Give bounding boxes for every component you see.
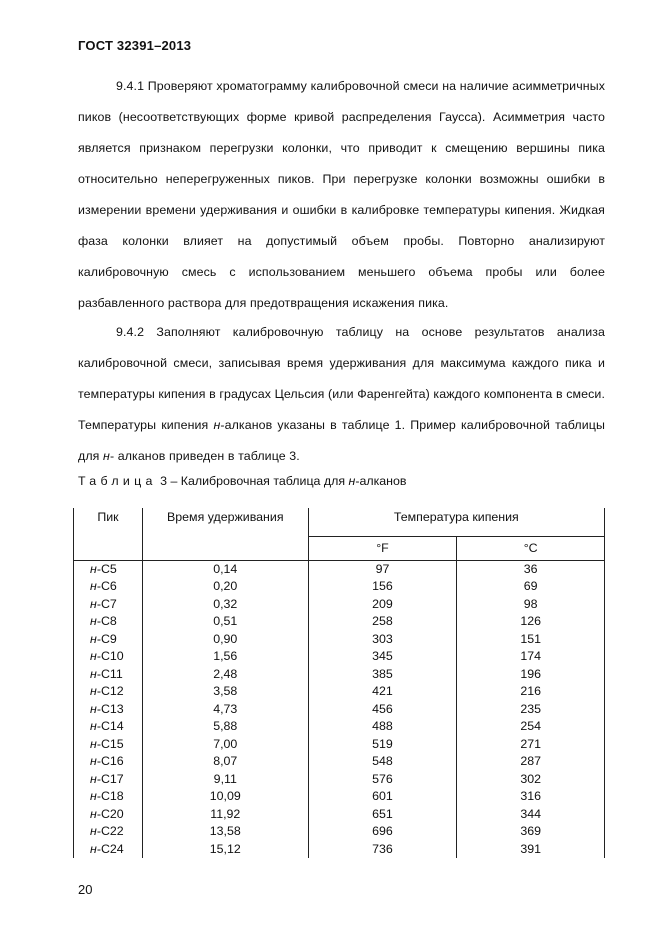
italic-n: н xyxy=(213,418,221,432)
cell-retention-time: 0,51 xyxy=(142,613,308,631)
cell-boiling-c: 254 xyxy=(457,718,605,736)
cell-retention-time: 0,32 xyxy=(142,596,308,614)
cell-boiling-f: 519 xyxy=(308,736,457,754)
cell-boiling-f: 345 xyxy=(308,648,457,666)
cell-boiling-c: 174 xyxy=(457,648,605,666)
document-header: ГОСТ 32391–2013 xyxy=(78,38,192,53)
cell-peak xyxy=(74,613,143,631)
cell-retention-time: 15,12 xyxy=(142,841,308,859)
cell-peak xyxy=(74,736,143,754)
italic-n: н xyxy=(90,701,97,716)
cell-peak xyxy=(74,701,143,719)
table-row xyxy=(74,736,605,754)
cell-boiling-c: 271 xyxy=(457,736,605,754)
italic-n: н xyxy=(90,806,97,821)
table-caption-text: 3 – Калибровочная таблица для xyxy=(156,474,349,488)
peak-label: -C12 xyxy=(96,684,124,698)
cell-peak xyxy=(74,578,143,596)
cell-boiling-c: 302 xyxy=(457,771,605,789)
cell-boiling-c: 369 xyxy=(457,823,605,841)
cell-peak xyxy=(74,596,143,614)
peak-label: -C22 xyxy=(96,824,124,838)
cell-retention-time: 11,92 xyxy=(142,806,308,824)
cell-retention-time: 0,14 xyxy=(142,560,308,578)
cell-boiling-f: 696 xyxy=(308,823,457,841)
peak-label: -C8 xyxy=(96,614,117,628)
italic-n: н xyxy=(90,684,97,698)
italic-n: н xyxy=(90,754,97,768)
italic-n: н xyxy=(90,631,97,646)
cell-boiling-f: 488 xyxy=(308,718,457,736)
cell-retention-time: 13,58 xyxy=(142,823,308,841)
column-header-celsius: °C xyxy=(457,536,605,560)
peak-label: -C10 xyxy=(96,649,124,663)
cell-retention-time: 4,73 xyxy=(142,701,308,719)
table-row xyxy=(74,701,605,719)
cell-retention-time: 1,56 xyxy=(142,648,308,666)
cell-boiling-f: 601 xyxy=(308,788,457,806)
table-row xyxy=(74,806,605,824)
cell-peak xyxy=(74,753,143,771)
italic-n: н xyxy=(90,824,97,838)
italic-n: н xyxy=(90,614,97,628)
peak-label: -C13 xyxy=(96,701,124,716)
cell-retention-time: 9,11 xyxy=(142,771,308,789)
paragraph-9-4-2 xyxy=(78,317,605,472)
table-row xyxy=(74,666,605,684)
table-row xyxy=(74,578,605,596)
cell-peak xyxy=(74,823,143,841)
cell-boiling-c: 235 xyxy=(457,701,605,719)
column-header-peak: Пик xyxy=(74,508,143,560)
italic-n: н xyxy=(90,736,97,751)
cell-boiling-f: 548 xyxy=(308,753,457,771)
cell-boiling-c: 287 xyxy=(457,753,605,771)
peak-label: -C17 xyxy=(96,771,124,786)
cell-boiling-c: 36 xyxy=(457,560,605,578)
cell-boiling-f: 576 xyxy=(308,771,457,789)
column-header-fahrenheit: °F xyxy=(308,536,457,560)
cell-peak xyxy=(74,631,143,649)
peak-label: -C9 xyxy=(96,631,117,646)
italic-n: н xyxy=(348,474,356,488)
table-caption xyxy=(78,474,406,488)
table-row xyxy=(74,596,605,614)
italic-n: н xyxy=(90,649,97,663)
cell-retention-time: 3,58 xyxy=(142,683,308,701)
peak-label: -C14 xyxy=(96,719,124,733)
cell-boiling-c: 69 xyxy=(457,578,605,596)
paragraph-text: - алканов приведен в таблице 3. xyxy=(109,449,300,463)
peak-label: -C18 xyxy=(96,789,124,803)
table-caption-label: Таблица xyxy=(78,474,157,488)
table-row xyxy=(74,613,605,631)
peak-label: -C24 xyxy=(96,841,124,856)
table-caption-text: -алканов xyxy=(355,474,407,488)
italic-n: н xyxy=(90,561,97,576)
italic-n: н xyxy=(90,719,97,733)
paragraph-9-4-1: 9.4.1 Проверяют хроматограмму калибровочной смеси на наличие асимметричных пиков (несоответствующих форме кривой распределения Гаусса). Асимметрия часто является признаком перегрузки колонки, что приводит к смещению вершины пика относительно неперегруженных пиков. При перегрузке колонки возможны ошибки в измерении времени удерживания и ошибки в калибровке температуры кипения. Жидкая фаза колонки влияет на допустимый объем пробы. Повторно анализируют калибровочную смесь с использованием меньшего объема пробы или более разбавленного раствора для предотвращения искажения пика. xyxy=(78,79,605,310)
cell-retention-time: 7,00 xyxy=(142,736,308,754)
italic-n: н xyxy=(90,666,97,681)
cell-boiling-f: 736 xyxy=(308,841,457,859)
italic-n: н xyxy=(90,771,97,786)
cell-boiling-c: 126 xyxy=(457,613,605,631)
paragraph-text: -алканов указаны в таблице 1. Пример калибровочной таблицы для xyxy=(78,418,605,463)
cell-boiling-c: 151 xyxy=(457,631,605,649)
peak-label: -C15 xyxy=(96,736,124,751)
paragraph-text: 9.4.2 Заполняют калибровочную таблицу на основе результатов анализа калибровочной смеси, записывая время удерживания для максимума каждого пика и температуры кипения в градусах Цельсия (или Фаренгейта) каждого компонента в смеси. Температуры кипения xyxy=(78,325,605,432)
peak-label: -C11 xyxy=(96,666,123,681)
calibration-table xyxy=(73,508,605,858)
cell-peak xyxy=(74,806,143,824)
cell-boiling-c: 196 xyxy=(457,666,605,684)
cell-boiling-c: 98 xyxy=(457,596,605,614)
peak-label: -C16 xyxy=(96,754,124,768)
table-row xyxy=(74,560,605,578)
cell-boiling-f: 303 xyxy=(308,631,457,649)
cell-boiling-c: 216 xyxy=(457,683,605,701)
cell-peak xyxy=(74,771,143,789)
italic-n: н xyxy=(103,449,110,463)
cell-retention-time: 10,09 xyxy=(142,788,308,806)
table-row xyxy=(74,771,605,789)
cell-retention-time: 8,07 xyxy=(142,753,308,771)
table-row xyxy=(74,648,605,666)
cell-retention-time: 0,20 xyxy=(142,578,308,596)
table-row xyxy=(74,823,605,841)
cell-peak xyxy=(74,560,143,578)
cell-boiling-f: 456 xyxy=(308,701,457,719)
peak-label: -C7 xyxy=(96,596,117,611)
cell-peak xyxy=(74,666,143,684)
table-body xyxy=(74,560,605,858)
page-number: 20 xyxy=(78,882,93,897)
cell-boiling-f: 421 xyxy=(308,683,457,701)
column-header-retention-time: Время удерживания xyxy=(142,508,308,560)
cell-peak xyxy=(74,718,143,736)
cell-boiling-c: 316 xyxy=(457,788,605,806)
cell-peak xyxy=(74,683,143,701)
italic-n: н xyxy=(90,579,97,593)
column-header-boiling-point: Температура кипения xyxy=(308,508,604,536)
table-row xyxy=(74,683,605,701)
table-row xyxy=(74,753,605,771)
cell-retention-time: 2,48 xyxy=(142,666,308,684)
cell-retention-time: 5,88 xyxy=(142,718,308,736)
peak-label: -C20 xyxy=(96,806,124,821)
cell-peak xyxy=(74,788,143,806)
italic-n: н xyxy=(90,841,97,856)
peak-label: -C6 xyxy=(96,579,117,593)
table-row xyxy=(74,718,605,736)
cell-peak xyxy=(74,648,143,666)
peak-label: -C5 xyxy=(96,561,117,576)
table-row xyxy=(74,631,605,649)
cell-boiling-f: 258 xyxy=(308,613,457,631)
cell-boiling-f: 156 xyxy=(308,578,457,596)
cell-boiling-f: 209 xyxy=(308,596,457,614)
table-row xyxy=(74,788,605,806)
cell-boiling-f: 385 xyxy=(308,666,457,684)
cell-boiling-f: 97 xyxy=(308,560,457,578)
cell-peak xyxy=(74,841,143,859)
italic-n: н xyxy=(90,596,97,611)
cell-boiling-c: 391 xyxy=(457,841,605,859)
table-row xyxy=(74,841,605,859)
cell-boiling-c: 344 xyxy=(457,806,605,824)
cell-boiling-f: 651 xyxy=(308,806,457,824)
cell-retention-time: 0,90 xyxy=(142,631,308,649)
italic-n: н xyxy=(90,789,97,803)
